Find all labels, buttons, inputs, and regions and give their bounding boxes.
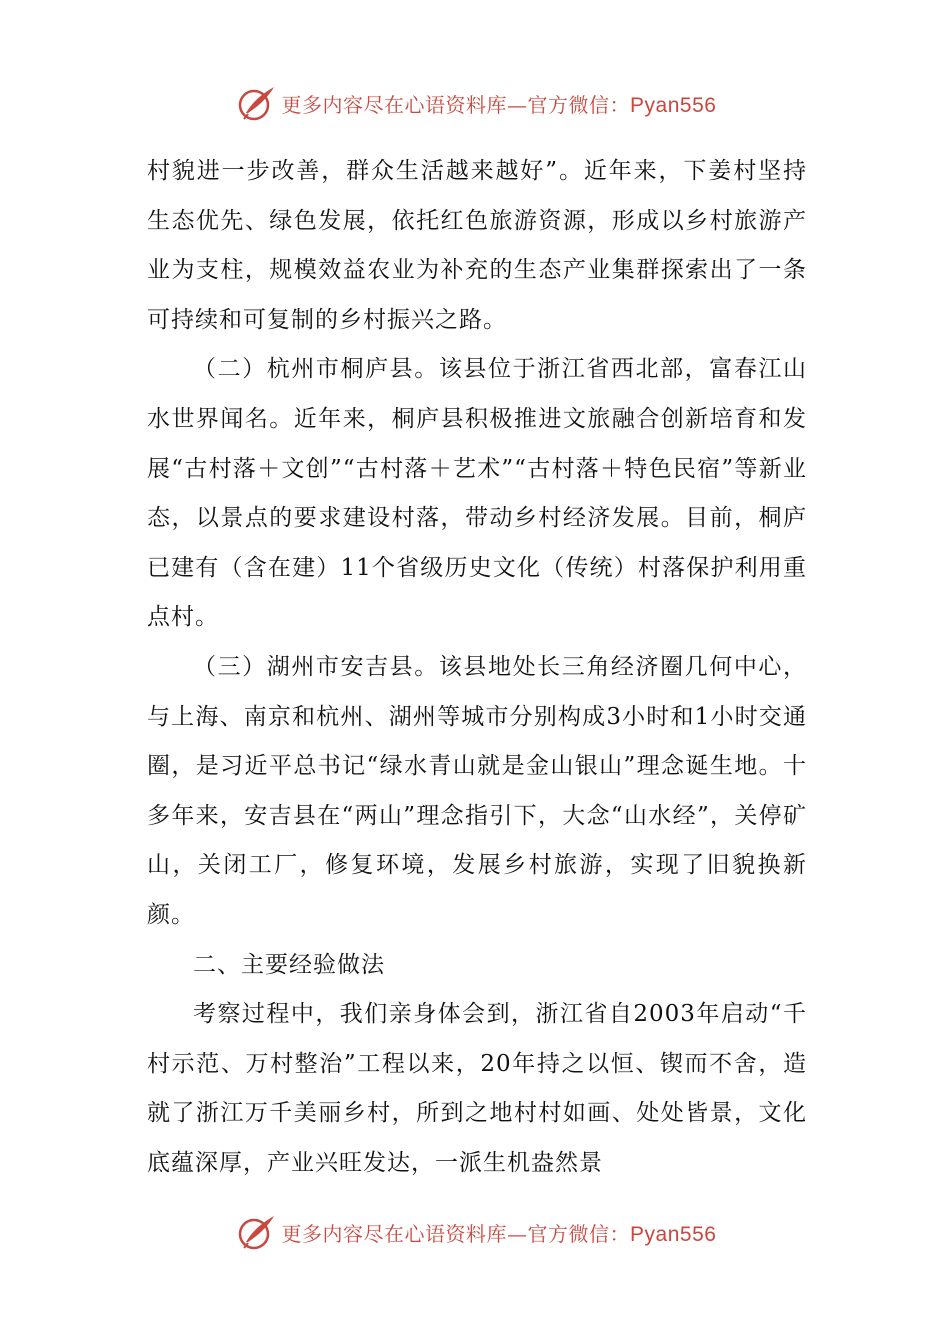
header-watermark [0,78,950,128]
document-body [147,147,807,1188]
header-watermark-text: 更多内容尽在心语资料库—官方微信：Pyan556 [281,92,717,117]
footer-watermark [0,1207,950,1257]
paragraph-4: 考察过程中，我们亲身体会到，浙江省自2003年启动“千村示范、万村整治”工程以来，20年持之以恒、锲而不舍，造就了浙江万千美丽乡村，所到之地村村如画、处处皆景，文化底蕴深厚，产业兴旺发达，一派生机盎然景 [147,1001,807,1176]
paragraph-1: 村貌进一步改善，群众生活越来越好”。近年来，下姜村坚持生态优先、绿色发展，依托红色旅游资源，形成以乡村旅游产业为支柱，规模效益农业为补充的生态产业集群探索出了一条可持续和可复制的乡村振兴之路。 [147,158,807,333]
footer-watermark-text: 更多内容尽在心语资料库—官方微信：Pyan556 [281,1221,717,1246]
paragraph-3: （三）湖州市安吉县。该县地处长三角经济圈几何中心，与上海、南京和杭州、湖州等城市分别构成3小时和1小时交通圈，是习近平总书记“绿水青山就是金山银山”理念诞生地。十多年来，安吉县在“两山”理念指引下，大念“山水经”，关停矿山，关闭工厂，修复环境，发展乡村旅游，实现了旧貌换新颜。 [147,653,807,928]
paragraph-2: （二）杭州市桐庐县。该县位于浙江省西北部，富春江山水世界闻名。近年来，桐庐县积极推进文旅融合创新培育和发展“古村落＋文创”“古村落＋艺术”“古村落＋特色民宿”等新业态，以景点的要求建设村落，带动乡村经济发展。目前，桐庐已建有（含在建）11个省级历史文化（传统）村落保护利用重点村。 [147,356,807,631]
quill-logo-icon [234,1210,278,1254]
section-heading: 二、主要经验做法 [193,951,385,978]
quill-logo-icon [234,81,278,125]
